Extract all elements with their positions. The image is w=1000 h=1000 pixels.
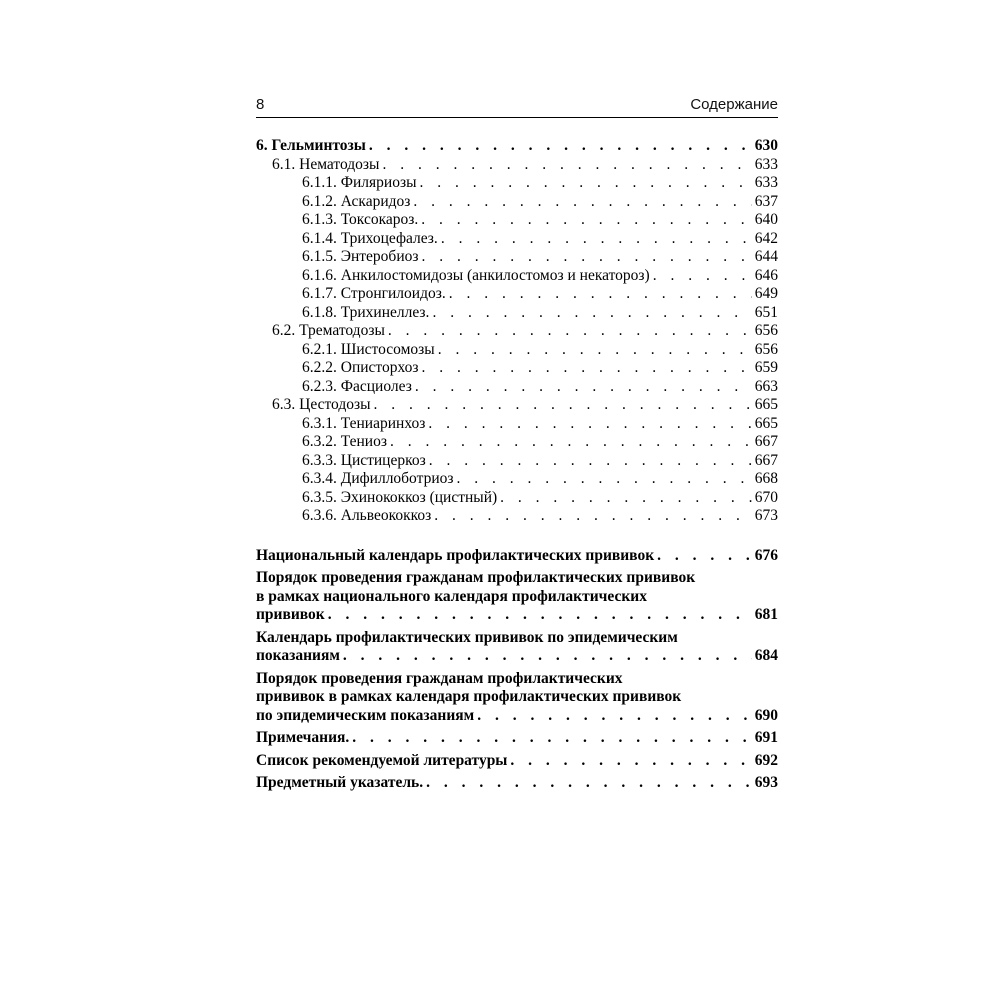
toc-page: 659: [754, 359, 778, 376]
leader-dots: [438, 341, 752, 360]
leader-dots: [390, 433, 752, 452]
toc-page: 656: [754, 340, 778, 358]
toc-item[interactable]: [256, 267, 778, 286]
toc-chapter[interactable]: [256, 137, 778, 156]
toc-label: Национальный календарь профилактических прививок: [256, 546, 655, 564]
toc-item[interactable]: [256, 174, 778, 193]
toc-label: 6.1.2. Аскаридоз: [302, 192, 411, 210]
toc-label: Предметный указатель.: [256, 774, 424, 791]
toc-label-line: в рамках национального календаря профилактических: [256, 587, 647, 605]
leader-dots: [374, 396, 752, 415]
toc-label: 6.2.1. Шистосомозы: [302, 340, 435, 358]
toc-item[interactable]: [256, 415, 778, 434]
toc-item[interactable]: [256, 193, 778, 212]
leader-dots: [653, 267, 752, 286]
toc-label: 6.2. Трематодозы: [272, 322, 385, 339]
toc-page: 692: [754, 751, 778, 769]
toc-label: 6.1.6. Анкилостомидозы (анкилостомоз и некатороз): [302, 266, 650, 284]
toc-label: показаниям: [256, 647, 340, 664]
toc-label: 6.3.3. Цистицеркоз: [302, 451, 426, 469]
toc-label-line: Порядок проведения гражданам профилактических: [256, 669, 623, 687]
toc-page: 667: [754, 451, 778, 469]
toc-page: 670: [754, 488, 778, 506]
toc-item[interactable]: [256, 230, 778, 249]
toc-label: 6.1.8. Трихинеллез.: [302, 303, 430, 321]
toc-item[interactable]: [256, 378, 778, 397]
leader-dots: [343, 647, 752, 666]
toc-label: 6.3.6. Альвеококкоз: [302, 507, 432, 524]
toc-appendix-entry[interactable]: [256, 670, 778, 726]
section-spacer: [256, 526, 778, 547]
toc-item[interactable]: [256, 359, 778, 378]
toc-label: 6.2.2. Описторхоз: [302, 359, 419, 376]
toc-label: 6.1.3. Токсокароз.: [302, 211, 419, 228]
toc-label: 6.3.1. Тениаринхоз: [302, 414, 426, 432]
leader-dots: [422, 248, 752, 267]
leader-dots: [449, 285, 752, 304]
leader-dots: [369, 137, 752, 156]
toc-page: 649: [754, 285, 778, 302]
toc-page: 633: [754, 174, 778, 191]
leader-dots: [388, 322, 752, 341]
leader-dots: [413, 193, 751, 212]
toc-label-line: Календарь профилактических прививок по эпидемическим: [256, 628, 678, 646]
toc-page: 684: [754, 647, 778, 664]
toc-appendix-entry[interactable]: [256, 569, 778, 625]
toc-label: 6.1.4. Трихоцефалез.: [302, 229, 438, 247]
toc-label: Список рекомендуемой литературы: [256, 751, 508, 769]
leader-dots: [434, 507, 752, 526]
toc-appendix-entry[interactable]: [256, 547, 778, 566]
toc-page: 681: [754, 606, 778, 623]
running-title: Содержание: [690, 96, 778, 113]
toc-page: 644: [754, 248, 778, 265]
toc-section-cestodoses[interactable]: [256, 396, 778, 415]
toc-label: прививок: [256, 606, 325, 623]
leader-dots: [420, 174, 752, 193]
leader-dots: [415, 378, 752, 397]
toc-label: 6. Гельминтозы: [256, 137, 366, 154]
leader-dots: [441, 230, 752, 249]
toc-page: 646: [754, 266, 778, 284]
toc-label: 6.1.7. Стронгилоидоз.: [302, 285, 446, 302]
toc-page: 656: [754, 322, 778, 339]
leader-dots: [432, 304, 751, 323]
toc-label: 6.3.5. Эхинококкоз (цистный): [302, 488, 498, 506]
toc-page: 637: [754, 192, 778, 210]
running-header: [256, 95, 778, 118]
toc-page: 668: [754, 470, 778, 487]
toc-page: 676: [754, 546, 778, 564]
toc-page: 690: [754, 706, 778, 724]
leader-dots: [328, 606, 752, 625]
toc-item[interactable]: [256, 211, 778, 230]
toc-page: 630: [754, 137, 778, 154]
toc-page: 665: [754, 396, 778, 413]
toc-label: 6.3.2. Тениоз: [302, 433, 387, 450]
toc-page: 642: [754, 229, 778, 247]
toc-appendix-entry[interactable]: [256, 729, 778, 748]
toc-page: 691: [754, 729, 778, 746]
leader-dots: [421, 211, 752, 230]
toc-item[interactable]: [256, 489, 778, 508]
toc-page: 651: [754, 303, 778, 321]
toc-appendix-entry[interactable]: [256, 752, 778, 771]
leader-dots: [428, 415, 751, 434]
toc-page: 663: [754, 377, 778, 395]
toc-item[interactable]: [256, 304, 778, 323]
toc-item[interactable]: [256, 470, 778, 489]
toc-item[interactable]: [256, 507, 778, 526]
toc-item[interactable]: [256, 341, 778, 360]
toc-item[interactable]: [256, 285, 778, 304]
leader-dots: [422, 359, 752, 378]
table-of-contents: [256, 137, 778, 793]
leader-dots: [457, 470, 752, 489]
leader-dots: [382, 156, 751, 175]
toc-label: 6.1.1. Филяриозы: [302, 174, 417, 191]
toc-label-line: прививок в рамках календаря профилактических прививок: [256, 688, 682, 705]
toc-item[interactable]: [256, 452, 778, 471]
toc-appendix-entry[interactable]: [256, 774, 778, 793]
leader-dots: [426, 774, 752, 793]
toc-label: 6.1. Нематодозы: [272, 155, 380, 173]
toc-page: 693: [754, 774, 778, 791]
toc-page: 640: [754, 211, 778, 228]
leader-dots: [429, 452, 752, 471]
toc-section-trematodoses[interactable]: [256, 322, 778, 341]
toc-label: 6.1.5. Энтеробиоз: [302, 248, 419, 265]
toc-label: 6.2.3. Фасциолез: [302, 377, 412, 395]
toc-page: 633: [754, 155, 778, 173]
toc-item[interactable]: [256, 248, 778, 267]
leader-dots: [352, 729, 751, 748]
leader-dots: [510, 752, 751, 771]
toc-page: 673: [754, 507, 778, 524]
toc-label: 6.3. Цестодозы: [272, 396, 371, 413]
leader-dots: [477, 707, 752, 726]
leader-dots: [500, 489, 752, 508]
toc-label: Примечания.: [256, 729, 350, 746]
toc-page: 665: [754, 414, 778, 432]
toc-label-line: Порядок проведения гражданам профилактических прививок: [256, 569, 696, 586]
toc-appendix-entry[interactable]: [256, 629, 778, 666]
toc-label: 6.3.4. Дифиллоботриоз: [302, 470, 454, 487]
toc-item[interactable]: [256, 433, 778, 452]
page-number: 8: [256, 96, 265, 113]
leader-dots: [657, 547, 752, 566]
toc-section-nematodoses[interactable]: [256, 156, 778, 175]
toc-label: по эпидемическим показаниям: [256, 706, 475, 724]
toc-page: 667: [754, 433, 778, 450]
